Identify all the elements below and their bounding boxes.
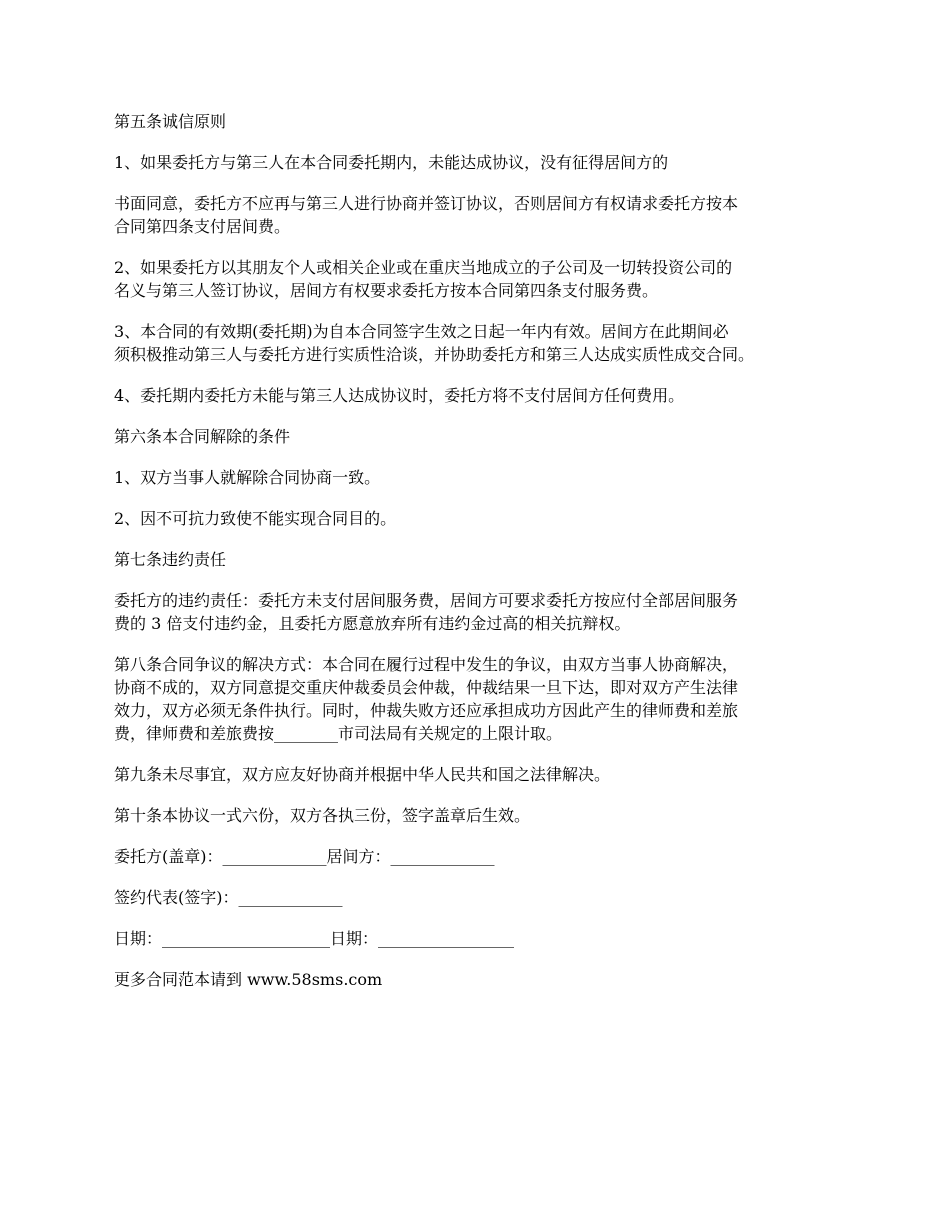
text-line: 4、委托期内委托方未能与第三人达成协议时，委托方将不支付居间方任何费用。 xyxy=(114,386,685,405)
rep-blank: _____________ xyxy=(238,888,343,907)
text-line: 费的 3 倍支付违约金，且委托方愿意放弃所有违约金过高的相关抗辩权。 xyxy=(114,614,631,633)
text-line: 须积极推动第三人与委托方进行实质性洽谈，并协助委托方和第三人达成实质性成交合同。 xyxy=(114,345,755,364)
text-line: 书面同意，委托方不应再与第三人进行协商并签订协议，否则居间方有权请求委托方按本 xyxy=(114,194,739,213)
signature-rep-line xyxy=(114,886,854,909)
date2-blank: _________________ xyxy=(378,929,515,948)
text-line: 第七条违约责任 xyxy=(114,550,227,569)
party-blank: _____________ xyxy=(222,847,327,866)
rep-label: 签约代表(签字)： xyxy=(114,888,239,907)
text-line: 第十条本协议一式六份，双方各执三份，签字盖章后生效。 xyxy=(114,806,531,825)
text-line: 效力，双方必须无条件执行。同时，仲裁失败方还应承担成功方因此产生的律师费和差旅 xyxy=(114,701,739,720)
article-6-clause-1 xyxy=(114,466,854,489)
article-7-title xyxy=(114,548,854,571)
date2-label: 日期： xyxy=(330,929,379,948)
party-label: 委托方(盖章)： xyxy=(114,847,223,866)
signature-date-line xyxy=(114,927,854,950)
text-line: 1、双方当事人就解除合同协商一致。 xyxy=(114,468,381,487)
article-8 xyxy=(114,653,854,745)
text-line: 合同第四条支付居间费。 xyxy=(114,217,291,236)
article-9 xyxy=(114,763,854,786)
broker-label: 居间方： xyxy=(326,847,391,866)
article-5-title xyxy=(114,110,854,133)
footer-text: 更多合同范本请到 www.58sms.com xyxy=(114,970,383,989)
article-10 xyxy=(114,804,854,827)
broker-blank: _____________ xyxy=(390,847,495,866)
article-6-title xyxy=(114,425,854,448)
article-5-clause-1-intro xyxy=(114,151,854,174)
text-line: 2、如果委托方以其朋友个人或相关企业或在重庆当地成立的子公司及一切转投资公司的 xyxy=(114,258,733,277)
text-line: 委托方的违约责任：委托方未支付居间服务费，居间方可要求委托方按应付全部居间服务 xyxy=(114,591,739,610)
text-line: 协商不成的，双方同意提交重庆仲裁委员会仲裁，仲裁结果一旦下达，即对双方产生法律 xyxy=(114,678,739,697)
text-line: 第六条本合同解除的条件 xyxy=(114,427,291,446)
article-5-clause-1-body xyxy=(114,192,854,238)
text-line: 第五条诚信原则 xyxy=(114,112,227,131)
date1-blank: _____________________ xyxy=(162,929,331,948)
text-line: 第九条未尽事宜，双方应友好协商并根据中华人民共和国之法律解决。 xyxy=(114,765,611,784)
article-5-clause-4 xyxy=(114,384,854,407)
footer-note xyxy=(114,968,854,991)
text-line: 3、本合同的有效期(委托期)为自本合同签字生效之日起一年内有效。居间方在此期间必 xyxy=(114,322,729,341)
article-6-clause-2 xyxy=(114,507,854,530)
contract-page xyxy=(114,110,854,1009)
article-5-clause-2 xyxy=(114,256,854,302)
article-5-clause-3 xyxy=(114,320,854,366)
text-line: 费，律师费和差旅费按________市司法局有关规定的上限计取。 xyxy=(114,724,563,743)
article-7-body xyxy=(114,589,854,635)
text-line: 1、如果委托方与第三人在本合同委托期内，未能达成协议，没有征得居间方的 xyxy=(114,153,669,172)
date1-label: 日期： xyxy=(114,929,163,948)
text-line: 第八条合同争议的解决方式：本合同在履行过程中发生的争议，由双方当事人协商解决， xyxy=(114,655,739,674)
signature-party-line xyxy=(114,845,854,868)
text-line: 2、因不可抗力致使不能实现合同目的。 xyxy=(114,509,397,528)
text-line: 名义与第三人签订协议，居间方有权要求委托方按本合同第四条支付服务费。 xyxy=(114,281,659,300)
